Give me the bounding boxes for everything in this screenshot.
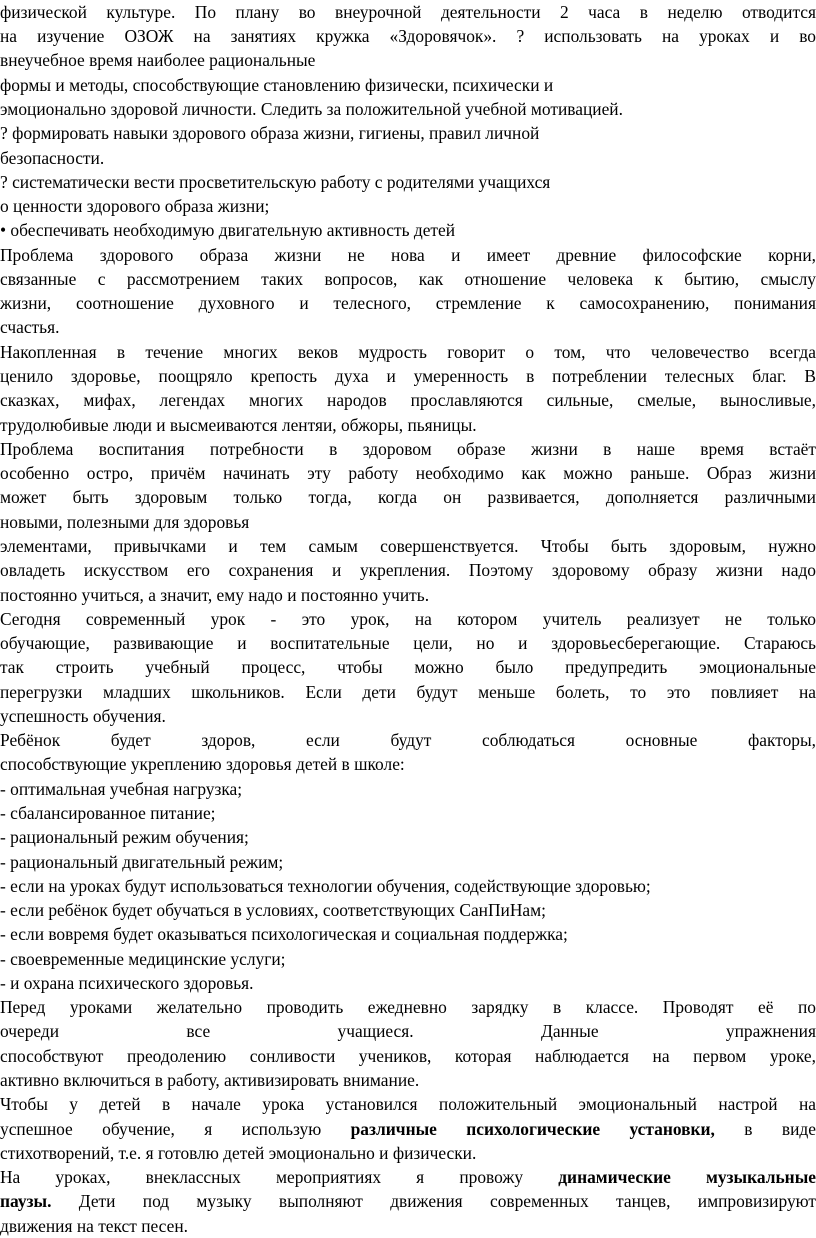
text-line: обучающие, развивающие и воспитательные цели, но и здоровьесберегающие. Стараюсь: [0, 633, 816, 653]
text-line: постоянно учиться, а значит, ему надо и постоянно учить.: [0, 585, 430, 605]
text-line: Сегодня современный урок - это урок, на котором учитель реализует не только: [0, 609, 816, 629]
text-line: активно включиться в работу, активизировать внимание.: [0, 1070, 420, 1090]
text-line: новыми, полезными для здоровья: [0, 512, 250, 532]
list-item: - если ребёнок будет обучаться в условиях, соответствующих СанПиНам;: [0, 900, 546, 920]
text-line: [0, 1165, 816, 1189]
text-line: стихотворений, т.е. я готовлю детей эмоционально и физически.: [0, 1143, 477, 1163]
text-line: сказках, мифах, легендах многих народов прославляются сильные, смелые, выносливые,: [0, 390, 816, 410]
text-line: • обеспечивать необходимую двигательную активность детей: [0, 220, 456, 240]
text-line: физической культуре. По плану во внеурочной деятельности 2 часа в неделю отводится: [0, 2, 816, 22]
bold-phrase: динамические музыкальные: [558, 1167, 816, 1187]
text-line: [0, 1117, 816, 1141]
text-line: успешность обучения.: [0, 706, 166, 726]
list-item: - сбалансированное питание;: [0, 803, 216, 823]
text-line: может быть здоровым только тогда, когда он развивается, дополняется различными: [0, 487, 816, 507]
text-line: ? систематически вести просветительскую работу с родителями учащихся: [0, 172, 551, 192]
text-line: движения на текст песен.: [0, 1216, 188, 1236]
text-line: овладеть искусством его сохранения и укрепления. Поэтому здоровому образу жизни надо: [0, 560, 816, 580]
list-item: - оптимальная учебная нагрузка;: [0, 779, 243, 799]
text-line: так строить учебный процесс, чтобы можно было предупредить эмоциональные: [0, 657, 816, 677]
text-line: перегрузки младших школьников. Если дети будут меньше болеть, то это повлияет на: [0, 682, 816, 702]
text-line: безопасности.: [0, 148, 105, 168]
text-line: Перед уроками желательно проводить ежедневно зарядку в классе. Проводят её по: [0, 997, 816, 1017]
text-run: Дети под музыку выполняют движения современных танцев, импровизируют: [51, 1191, 816, 1211]
list-item: - рациональный режим обучения;: [0, 827, 249, 847]
list-item: - и охрана психического здоровья.: [0, 973, 254, 993]
text-line: на изучение ОЗОЖ на занятиях кружка «Здоровячок». ? использовать на уроках и во: [0, 26, 816, 46]
text-run: успешное обучение, я использую: [0, 1119, 351, 1139]
text-line: формы и методы, способствующие становлению физически, психически и: [0, 75, 554, 95]
list-item: - если вовремя будет оказываться психологическая и социальная поддержка;: [0, 924, 568, 944]
text-line: Проблема воспитания потребности в здоровом образе жизни в наше время встаёт: [0, 439, 816, 459]
text-line: способствующие укреплению здоровья детей в школе:: [0, 754, 405, 774]
text-line: о ценности здорового образа жизни;: [0, 196, 270, 216]
text-line: [0, 1189, 816, 1213]
text-line: ценило здоровье, поощряло крепость духа и умеренность в потреблении телесных благ. В: [0, 366, 816, 386]
text-line: способствуют преодолению сонливости учеников, которая наблюдается на первом уроке,: [0, 1046, 816, 1066]
bold-phrase: различные психологические установки,: [350, 1119, 715, 1139]
text-line: связанные с рассмотрением таких вопросов, как отношение человека к бытию, смыслу: [0, 269, 816, 289]
bold-phrase: паузы.: [0, 1191, 52, 1211]
text-line: Чтобы у детей в начале урока установился положительный эмоциональный настрой на: [0, 1094, 816, 1114]
text-line: внеучебное время наиболее рациональные: [0, 50, 316, 70]
text-line: ? формировать навыки здорового образа жизни, гигиены, правил личной: [0, 123, 540, 143]
text-run: На уроках, внеклассных мероприятиях я провожу: [0, 1167, 559, 1187]
text-line: трудолюбивые люди и высмеиваются лентяи, обжоры, пьяницы.: [0, 415, 477, 435]
text-line: Ребёнок будет здоров, если будут соблюдаться основные факторы,: [0, 730, 816, 750]
text-line: особенно остро, причём начинать эту работу необходимо как можно раньше. Образ жизни: [0, 463, 816, 483]
text-line: жизни, соотношение духовного и телесного, стремление к самосохранению, понимания: [0, 293, 816, 313]
text-run: в виде: [714, 1119, 816, 1139]
text-line: очереди все учащиеся. Данные упражнения: [0, 1021, 816, 1041]
list-item: - своевременные медицинские услуги;: [0, 949, 286, 969]
text-line: элементами, привычками и тем самым совершенствуется. Чтобы быть здоровым, нужно: [0, 536, 816, 556]
text-line: Проблема здорового образа жизни не нова и имеет древние философские корни,: [0, 245, 816, 265]
text-line: Накопленная в течение многих веков мудрость говорит о том, что человечество всегда: [0, 342, 816, 362]
text-line: счастья.: [0, 317, 60, 337]
list-item: - рациональный двигательный режим;: [0, 852, 284, 872]
list-item: - если на уроках будут использоваться технологии обучения, содействующие здоровью;: [0, 876, 651, 896]
text-line: эмоционально здоровой личности. Следить за положительной учебной мотивацией.: [0, 99, 623, 119]
